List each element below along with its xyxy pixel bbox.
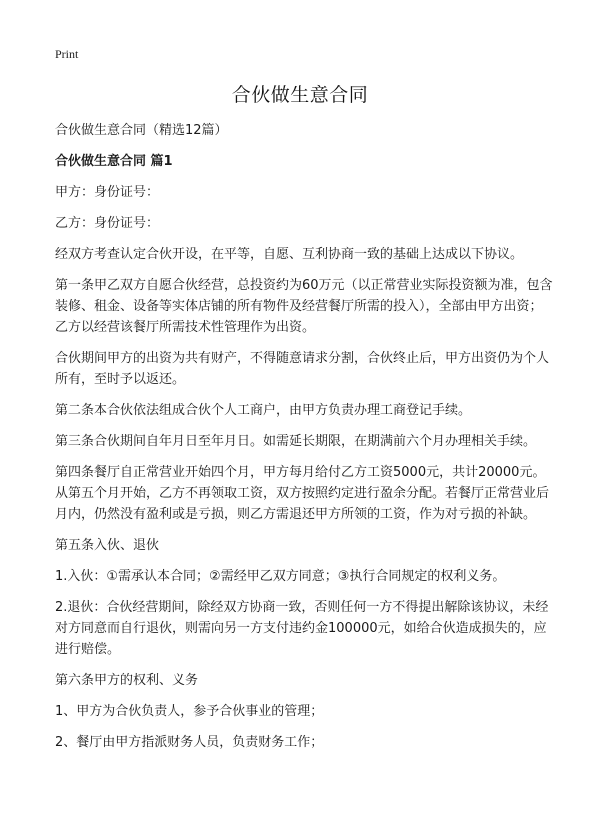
article-3: 第三条合伙期间自年月日至年月日。如需延长期限，在期满前六个月办理相关手续。 <box>55 434 537 449</box>
article-5-clause-1: 1.入伙：①需承认本合同；②需经甲乙双方同意；③执行合同规定的权利义务。 <box>55 569 506 584</box>
article-5: 第五条入伙、退伙 <box>55 538 160 553</box>
article-6-clause-1: 1、甲方为合伙负责人，参予合伙事业的管理； <box>55 704 324 719</box>
article-1: 第一条甲乙双方自愿合伙经营，总投资约为60万元（以正常营业实际投资额为准，包含装修、租金、设备等实体店铺的所有物件及经营餐厅所需的投入），全部由甲方出资；乙方以经营该餐厅所需技术性管理作为出资。 <box>55 278 553 335</box>
article-1-note: 合伙期间甲方的出资为共有财产，不得随意请求分割，合伙终止后，甲方出资仍为个人所有，至时予以返还。 <box>55 351 550 387</box>
party-b-line: 乙方：身份证号： <box>55 216 160 231</box>
article-2: 第二条本合伙依法组成合伙个人工商户，由甲方负责办理工商登记手续。 <box>55 403 472 418</box>
document-title: 合伙做生意合同 <box>231 84 369 106</box>
intro-paragraph: 经双方考查认定合伙开设，在平等，自愿、互利协商一致的基础上达成以下协议。 <box>55 247 524 262</box>
document-subtitle: 合伙做生意合同（精选12篇） <box>55 123 228 138</box>
article-6: 第六条甲方的权利、义务 <box>55 673 199 688</box>
document-body <box>55 120 555 763</box>
print-label: Print <box>55 47 79 61</box>
article-6-clause-2: 2、餐厅由甲方指派财务人员，负责财务工作； <box>55 735 324 750</box>
party-a-line: 甲方：身份证号： <box>55 185 160 200</box>
article-4: 第四条餐厅自正常营业开始四个月，甲方每月给付乙方工资5000元，共计20000元。从第五个月开始，乙方不再领取工资，双方按照约定进行盈余分配。若餐厅正常营业后月内，仍然没有盈利或是亏损，则乙方需退还甲方所领的工资，作为对亏损的补缺。 <box>55 465 550 522</box>
section-heading: 合伙做生意合同 篇1 <box>55 154 173 169</box>
article-5-clause-2: 2.退伙：合伙经营期间，除经双方协商一致，否则任何一方不得提出解除该协议，未经对方同意而自行退伙，则需向另一方支付违约金100000元，如给合伙造成损失的，应进行赔偿。 <box>55 600 549 657</box>
